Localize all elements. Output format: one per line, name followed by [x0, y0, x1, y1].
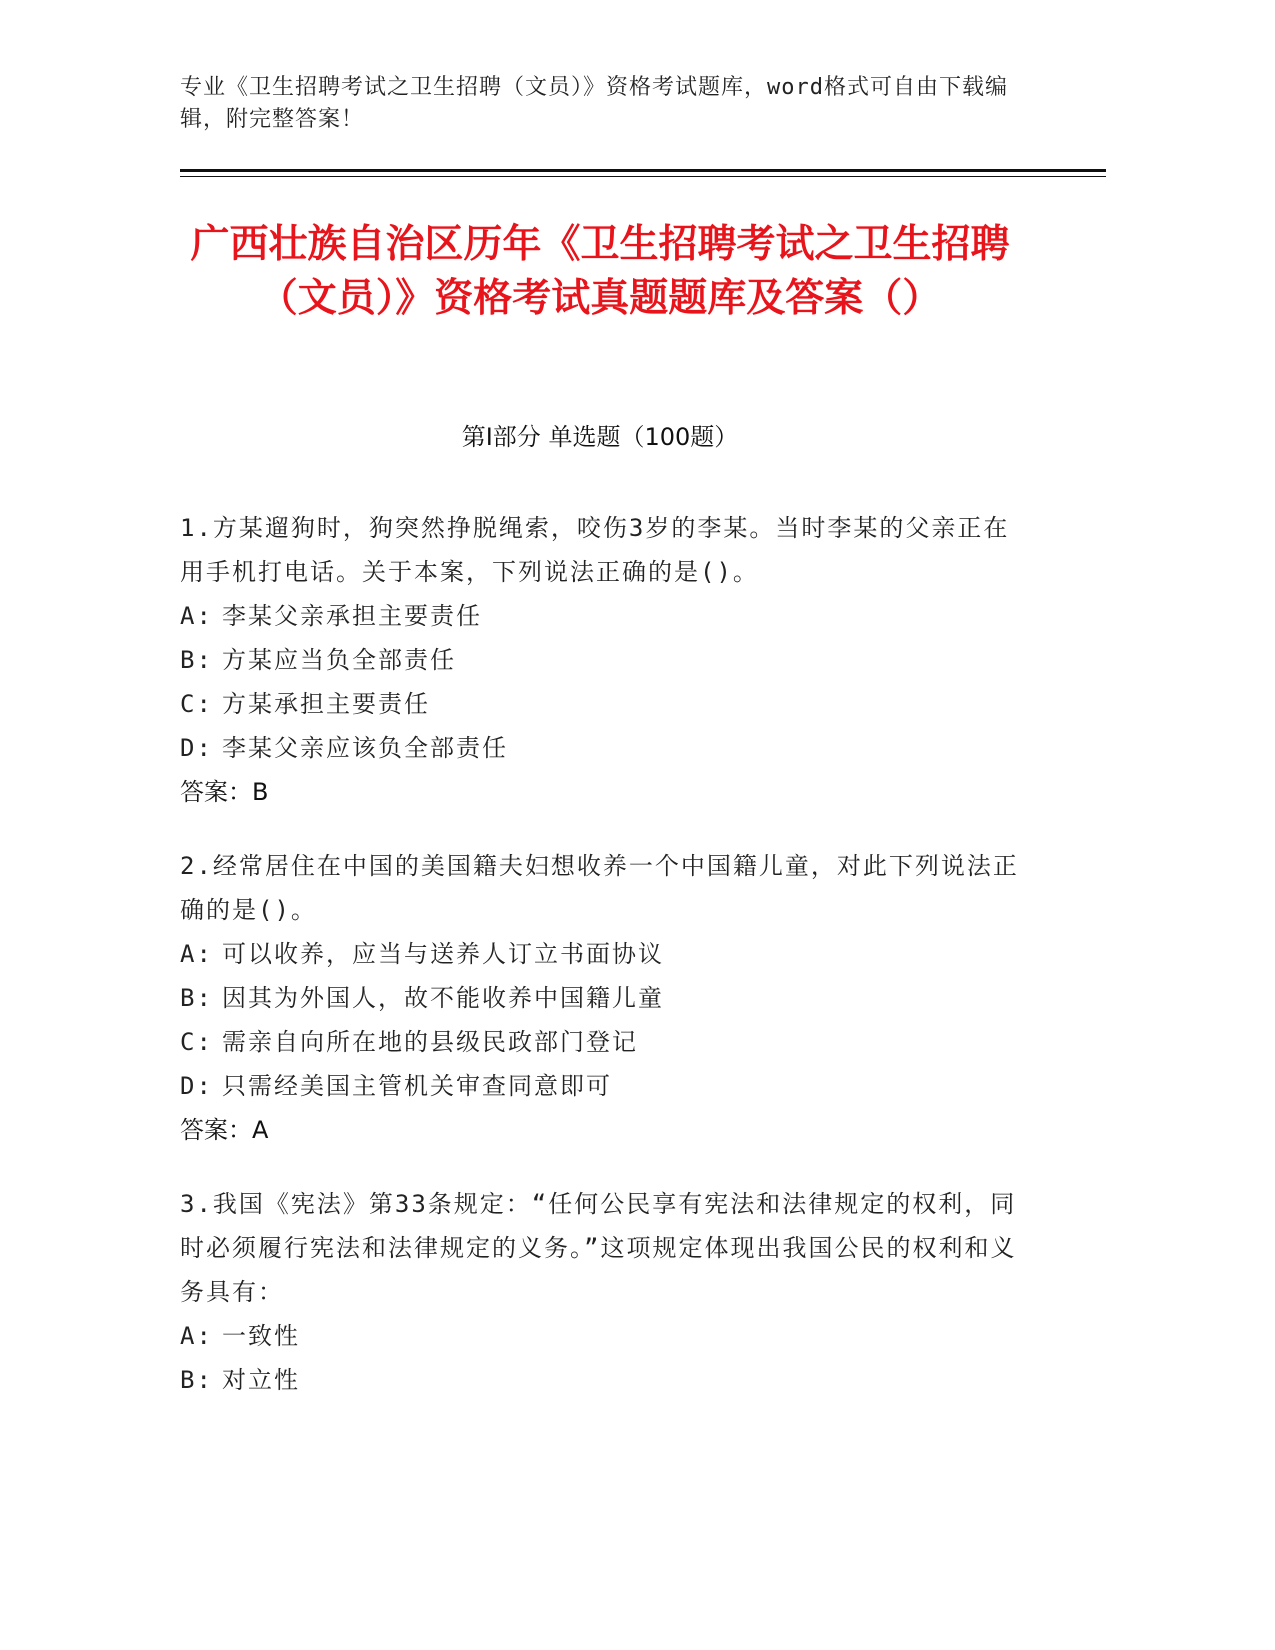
- option-text: 只需经美国主管机关审查同意即可: [222, 1072, 612, 1100]
- option-d: [180, 1064, 1030, 1108]
- option-key: A:: [180, 940, 213, 968]
- answer-line: 答案：A: [180, 1116, 269, 1144]
- option-b: [180, 1358, 1030, 1402]
- option-d: [180, 726, 1030, 770]
- option-text: 方某应当负全部责任: [222, 646, 456, 674]
- document-title: 广西壮族自治区历年《卫生招聘考试之卫生招聘（文员）》资格考试真题题库及答案（）: [190, 222, 1010, 321]
- question-stem: 1.方某遛狗时，狗突然挣脱绳索，咬伤3岁的李某。当时李某的父亲正在用手机打电话。关于本案，下列说法正确的是()。: [180, 514, 1010, 586]
- option-text: 可以收养，应当与送养人订立书面协议: [222, 940, 664, 968]
- question-stem: 3.我国《宪法》第33条规定：“任何公民享有宪法和法律规定的权利，同时必须履行宪法和法律规定的义务。”这项规定体现出我国公民的权利和义务具有：: [180, 1190, 1017, 1306]
- option-key: B:: [180, 646, 213, 674]
- option-key: C:: [180, 690, 213, 718]
- option-a: [180, 932, 1030, 976]
- option-a: [180, 1314, 1030, 1358]
- option-a: [180, 594, 1030, 638]
- option-key: A:: [180, 1322, 213, 1350]
- header-note: 专业《卫生招聘考试之卫生招聘（文员）》资格考试题库，word格式可自由下载编辑，附完整答案！: [180, 75, 1008, 132]
- option-key: C:: [180, 1028, 213, 1056]
- option-key: B:: [180, 984, 213, 1012]
- option-text: 因其为外国人，故不能收养中国籍儿童: [222, 984, 664, 1012]
- option-text: 李某父亲承担主要责任: [222, 602, 482, 630]
- option-b: [180, 638, 1030, 682]
- answer-line: 答案：B: [180, 778, 269, 806]
- option-key: B:: [180, 1366, 213, 1394]
- option-key: D:: [180, 1072, 213, 1100]
- section-heading: 第Ⅰ部分 单选题（100题）: [461, 423, 739, 451]
- option-b: [180, 976, 1030, 1020]
- option-key: D:: [180, 734, 213, 762]
- question-2: [180, 844, 1030, 1152]
- header-rule-thin: [180, 176, 1106, 177]
- question-1: [180, 506, 1030, 814]
- option-text: 需亲自向所在地的县级民政部门登记: [222, 1028, 638, 1056]
- header-rule-thick: [180, 169, 1106, 172]
- option-text: 对立性: [222, 1366, 300, 1394]
- option-text: 方某承担主要责任: [222, 690, 430, 718]
- question-list: [180, 506, 1030, 1432]
- question-3: [180, 1182, 1030, 1402]
- option-text: 李某父亲应该负全部责任: [222, 734, 508, 762]
- option-key: A:: [180, 602, 213, 630]
- option-c: [180, 682, 1030, 726]
- option-text: 一致性: [222, 1322, 300, 1350]
- question-stem: 2.经常居住在中国的美国籍夫妇想收养一个中国籍儿童，对此下列说法正确的是()。: [180, 852, 1019, 924]
- option-c: [180, 1020, 1030, 1064]
